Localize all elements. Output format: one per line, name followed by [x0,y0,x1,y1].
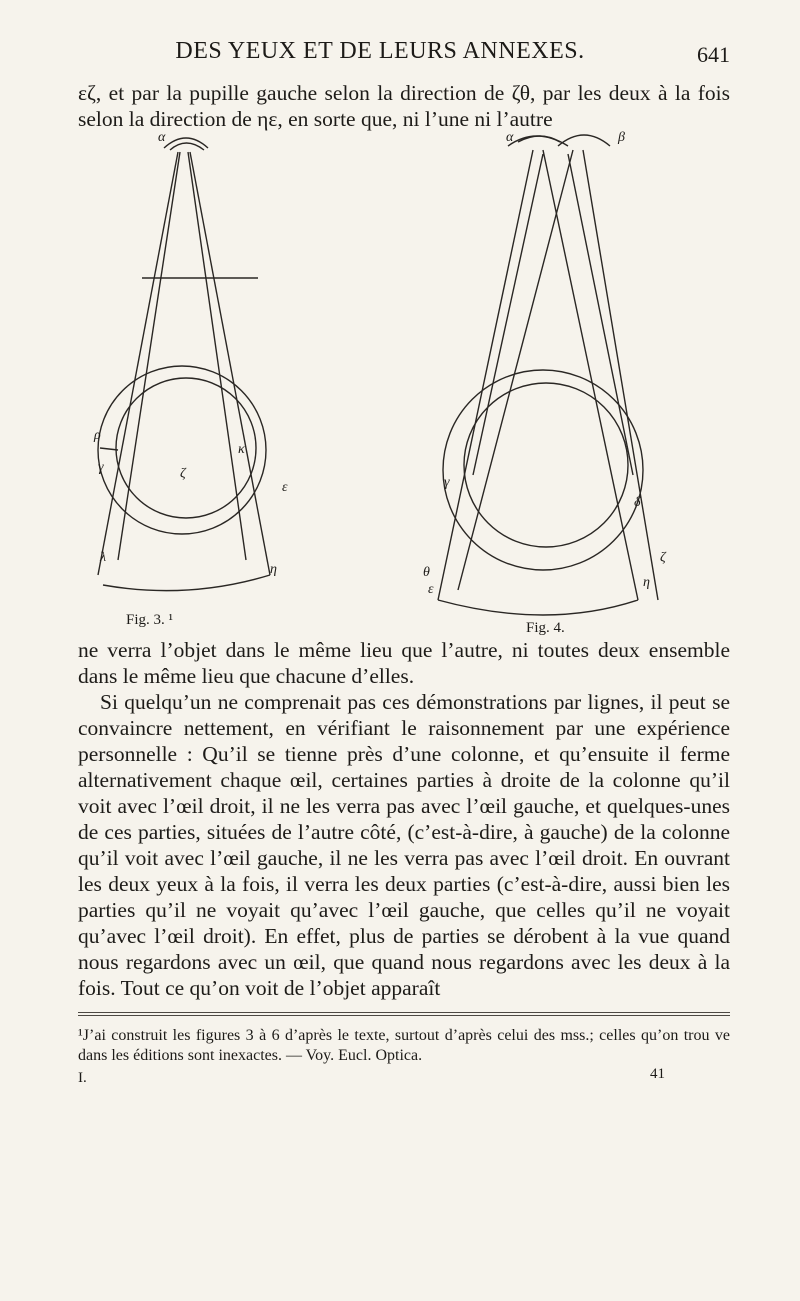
running-title: DES YEUX ET DE LEURS ANNEXES. [175,38,585,64]
fig4-label-alpha: α [506,130,514,145]
top-paragraph: εζ, et par la pupille gauche selon la direction de ζθ, par les deux à la fois selon la direction de ηε, en sorte que, ni l’une ni l’autre [78,81,730,131]
fig4-label-eta: η [643,575,650,590]
fig3-label-gamma: γ [98,460,104,475]
fig4-label-beta: β [618,130,625,145]
fig3-label-zeta: ζ [180,466,186,481]
page-header [60,34,730,74]
footnote-rule [78,1012,730,1016]
fig4-label-gamma: γ [444,475,450,490]
fig4-label-zeta: ζ [660,550,666,565]
signature-mark: I. [78,1070,87,1086]
figures-area [78,130,730,635]
figure-3-diagram [98,138,270,591]
fig3-label-kappa: κ [238,442,245,457]
fig3-caption: Fig. 3. ¹ [126,612,174,628]
fig3-label-lambda: λ [100,550,107,565]
paragraph-2: Si quelqu’un ne comprenait pas ces démonstrations par lignes, il peut se convaincre nettement, en vérifiant le raisonnement par une expérience personnelle : Qu’il se tienne près d’une colonne, et qu’ensuite il ferme alternativement chaque œil, certaines parties à droite de la colonne qu’il voit avec l’œil droit, il ne les verra pas avec l’œil gauche, et quelques-unes de ces parties, situées de l’autre côté, (c’est-à-dire, à gauche) de la colonne qu’il voit avec l’œil gauche, il ne les verra pas avec l’œil droit. En ouvrant les deux yeux à la fois, il verra les deux parties (c’est-à-dire, aussi bien les parties qu’il ne voyait qu’avec l’œil gauche, que celles qu’il ne voyait qu’avec l’œil droit). En effet, plus de parties se dérobent à la vue quand nous regardons avec un œil, que quand nous regardons avec les deux à la fois. Tout ce qu’on voit de l’objet apparaît [78,690,730,1000]
figure-drawings [78,130,730,635]
fig3-label-rho: ρ [94,428,101,443]
signature-number: 41 [650,1066,665,1082]
fig3-label-eta: η [270,562,277,577]
fig3-label-alpha: α [158,130,166,145]
fig4-caption: Fig. 4. [526,620,565,636]
fig4-label-delta: δ [634,495,641,510]
footnote: ¹J’ai construit les figures 3 à 6 d’après le texte, surtout d’après celui des mss.; celles qu’on trou ve dans les éditions sont inexactes. — Voy. Eucl. Optica. [78,1027,730,1064]
fig3-label-epsilon: ε [282,480,288,495]
top-text-block [78,80,730,132]
main-text-block [78,637,730,1001]
page-number: 641 [697,42,730,67]
figure-4-diagram [438,135,658,615]
paragraph-1: ne verra l’objet dans le même lieu que l’autre, ni toutes deux ensemble dans le même lieu que chacune d’elles. [78,638,730,688]
fig4-label-theta: θ [423,565,430,580]
fig4-label-epsilon: ε [428,582,434,597]
